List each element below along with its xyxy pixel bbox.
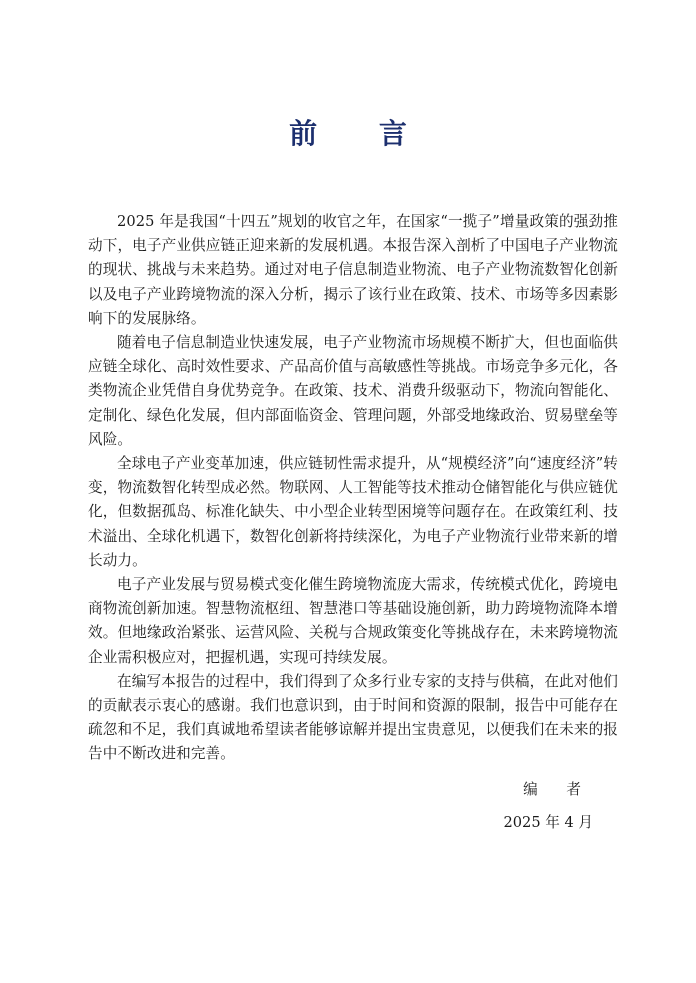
signature-date: 2025 年 4 月: [503, 814, 593, 831]
paragraph-4: 电子产业发展与贸易模式变化催生跨境物流庞大需求，传统模式优化，跨境电商物流创新加速。智慧物流枢纽、智慧港口等基础设施创新，助力跨境物流降本增效。但地缘政治紧张、运营风险、关税与合规政策变化等挑战存在，未来跨境物流企业需积极应对，把握机遇，实现可持续发展。: [88, 576, 618, 666]
paragraph-5: 在编写本报告的过程中，我们得到了众多行业专家的支持与供稿，在此对他们的贡献表示衷心的感谢。我们也意识到，由于时间和资源的限制，报告中可能存在疏忽和不足，我们真诚地希望读者能够谅解并提出宝贵意见，以便我们在未来的报告中不断改进和完善。: [88, 672, 618, 763]
page-title: 前 言: [289, 117, 433, 150]
paragraph-2: 随着电子信息制造业快速发展，电子产业物流市场规模不断扩大，但也面临供应链全球化、高时效性要求、产品高价值与高敏感性等挑战。市场竞争多元化，各类物流企业凭借自身优势竞争。在政策、技术、消费升级驱动下，物流向智能化、定制化、绿色化发展，但内部面临资金、管理问题，外部受地缘政治、贸易壁垒等风险。: [88, 334, 618, 448]
preface-body: [88, 210, 618, 767]
paragraph-3: 全球电子产业变革加速，供应链韧性需求提升，从“规模经济”向“速度经济”转变，物流数智化转型成必然。物联网、人工智能等技术推动仓储智能化与供应链优化，但数据孤岛、标准化缺失、中小型企业转型困境等问题存在。在政策红利、技术溢出、全球化机遇下，数智化创新将持续深化，为电子产业物流行业带来新的增长动力。: [88, 455, 618, 569]
paragraph-1: 2025 年是我国“十四五”规划的收官之年，在国家“一揽子”增量政策的强劲推动下，电子产业供应链正迎来新的发展机遇。本报告深入剖析了中国电子产业物流的现状、挑战与未来趋势。通过对电子信息制造业物流、电子产业物流数智化创新以及电子产业跨境物流的深入分析，揭示了该行业在政策、技术、市场等多因素影响下的发展脉络。: [88, 213, 618, 327]
signature-author: 编 者: [523, 781, 593, 798]
